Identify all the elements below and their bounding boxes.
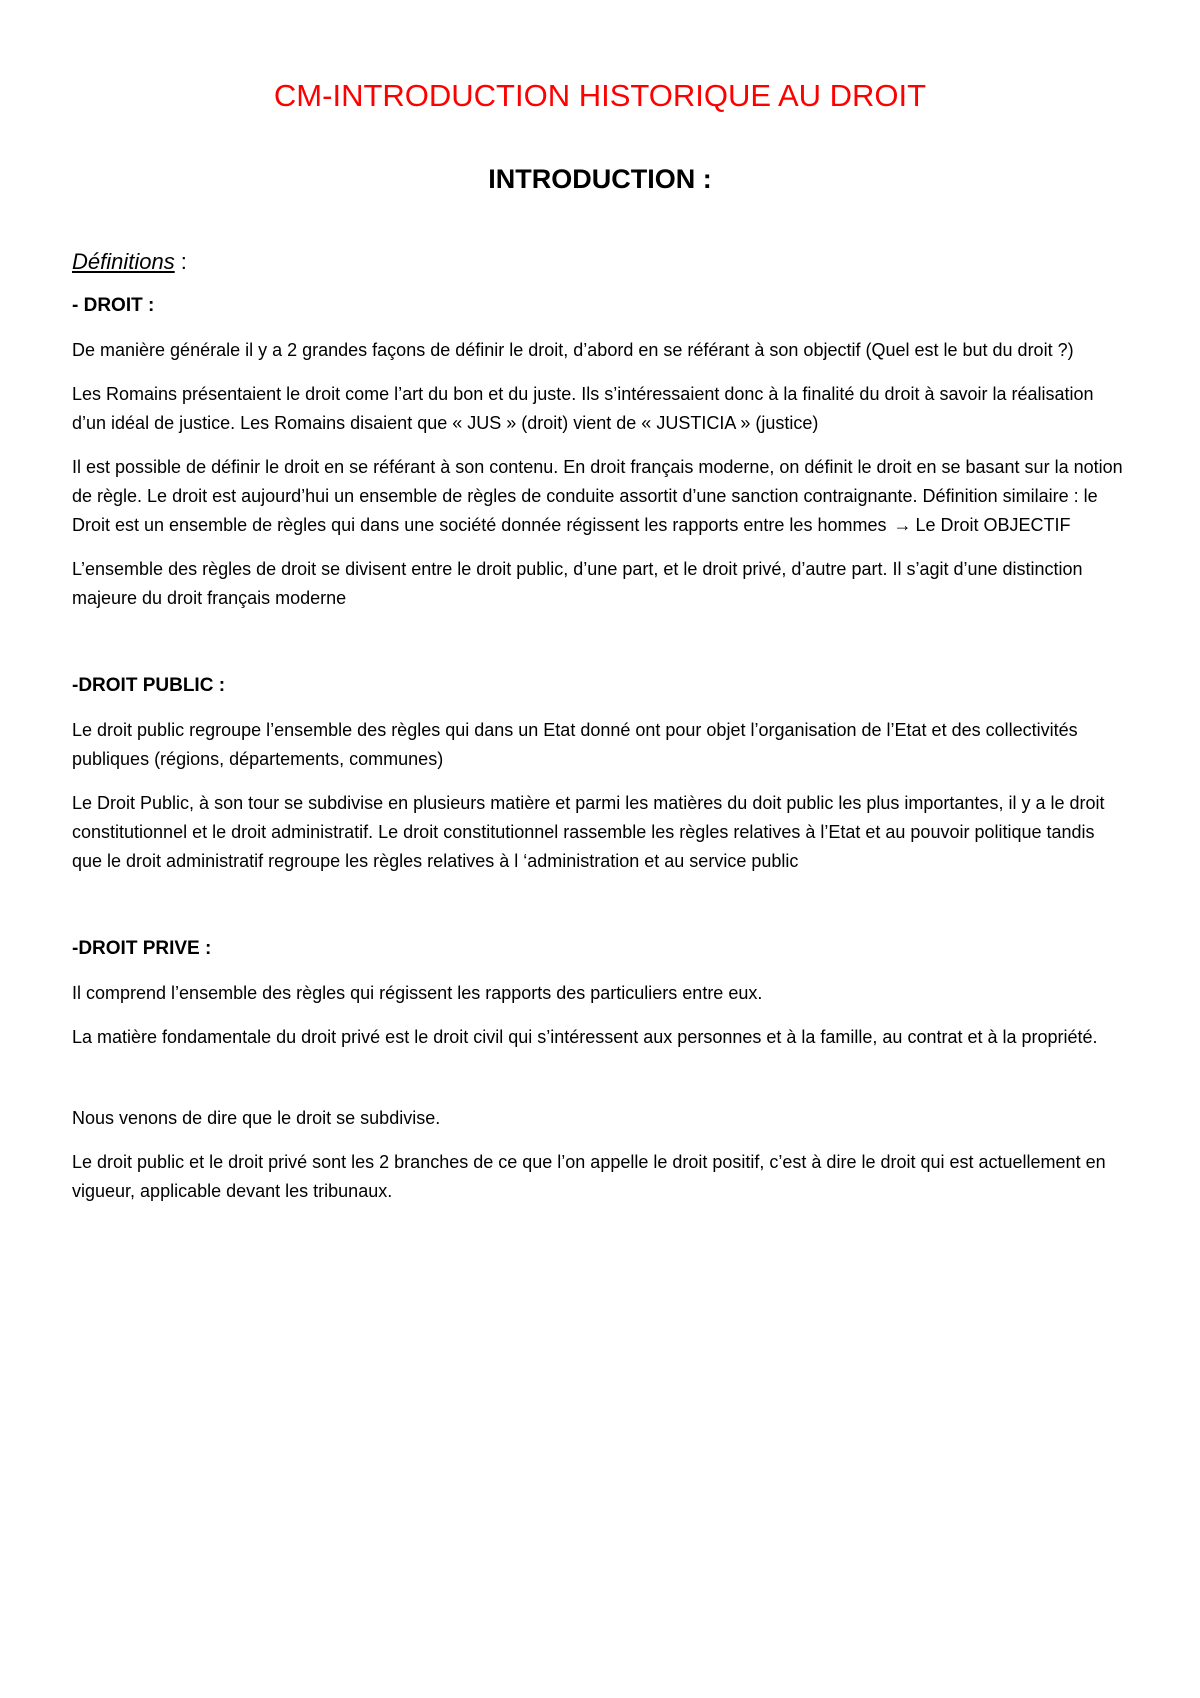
document-title: CM-INTRODUCTION HISTORIQUE AU DROIT — [273, 78, 927, 113]
droit-paragraph-2: Les Romains présentaient le droit come l’art du bon et du juste. Ils s’intéressaient donc à la finalité du droit à savoir la réalisation d’un idéal de justice. Les Romains disaient que « JUS » (droit) vient de « JUSTICIA » (justice) — [72, 384, 1094, 433]
droit-public-paragraph-1: Le droit public regroupe l’ensemble des règles qui dans un Etat donné ont pour objet l’organisation de l’Etat et des collectivités publiques (régions, départements, communes) — [72, 720, 1078, 769]
definitions-label: Définitions — [72, 249, 175, 274]
definitions-colon: : — [180, 249, 187, 274]
droit-prive-paragraph-1: Il comprend l’ensemble des règles qui régissent les rapports des particuliers entre eux. — [72, 983, 763, 1003]
droit-paragraph-3-text: Il est possible de définir le droit en se référant à son contenu. En droit français moderne, on définit le droit en se basant sur la notion de règle. Le droit est aujourd’hui un ensemble de règles de conduite assortit d’une sanction contraignante. Définition similaire : le Droit est un ensemble de règles qui dans une société donnée régissent les rapports entre les hommes — [72, 457, 1123, 535]
section-title: INTRODUCTION : — [488, 164, 712, 194]
droit-paragraph-1: De manière générale il y a 2 grandes façons de définir le droit, d’abord en se référant à son objectif (Quel est le but du droit ?) — [72, 340, 1074, 360]
droit-prive-heading: -DROIT PRIVE : — [72, 938, 212, 959]
droit-objectif-label: Le Droit OBJECTIF — [915, 515, 1071, 535]
closing-paragraph-1: Nous venons de dire que le droit se subdivise. — [72, 1108, 441, 1128]
droit-prive-paragraph-2: La matière fondamentale du droit privé est le droit civil qui s’intéressent aux personnes et à la famille, au contrat et à la propriété. — [72, 1027, 1098, 1047]
droit-paragraph-4: L’ensemble des règles de droit se divisent entre le droit public, d’une part, et le droit privé, d’autre part. Il s’agit d’une distinction majeure du droit français moderne — [72, 559, 1083, 608]
arrow-right-icon: → — [893, 515, 912, 535]
definitions-row — [72, 249, 1128, 275]
droit-paragraph-3 — [72, 453, 1128, 540]
droit-public-heading: -DROIT PUBLIC : — [72, 675, 226, 696]
closing-paragraph-2: Le droit public et le droit privé sont les 2 branches de ce que l’on appelle le droit positif, c’est à dire le droit qui est actuellement en vigueur, applicable devant les tribunaux. — [72, 1152, 1106, 1201]
droit-heading: - DROIT : — [72, 295, 155, 316]
droit-public-paragraph-2: Le Droit Public, à son tour se subdivise en plusieurs matière et parmi les matières du doit public les plus importantes, il y a le droit constitutionnel et le droit administratif. Le droit constitutionnel rassemble les règles relatives à l’Etat et au pouvoir politique tandis que le droit administratif regroupe les règles relatives à l ‘administration et au service public — [72, 793, 1105, 871]
